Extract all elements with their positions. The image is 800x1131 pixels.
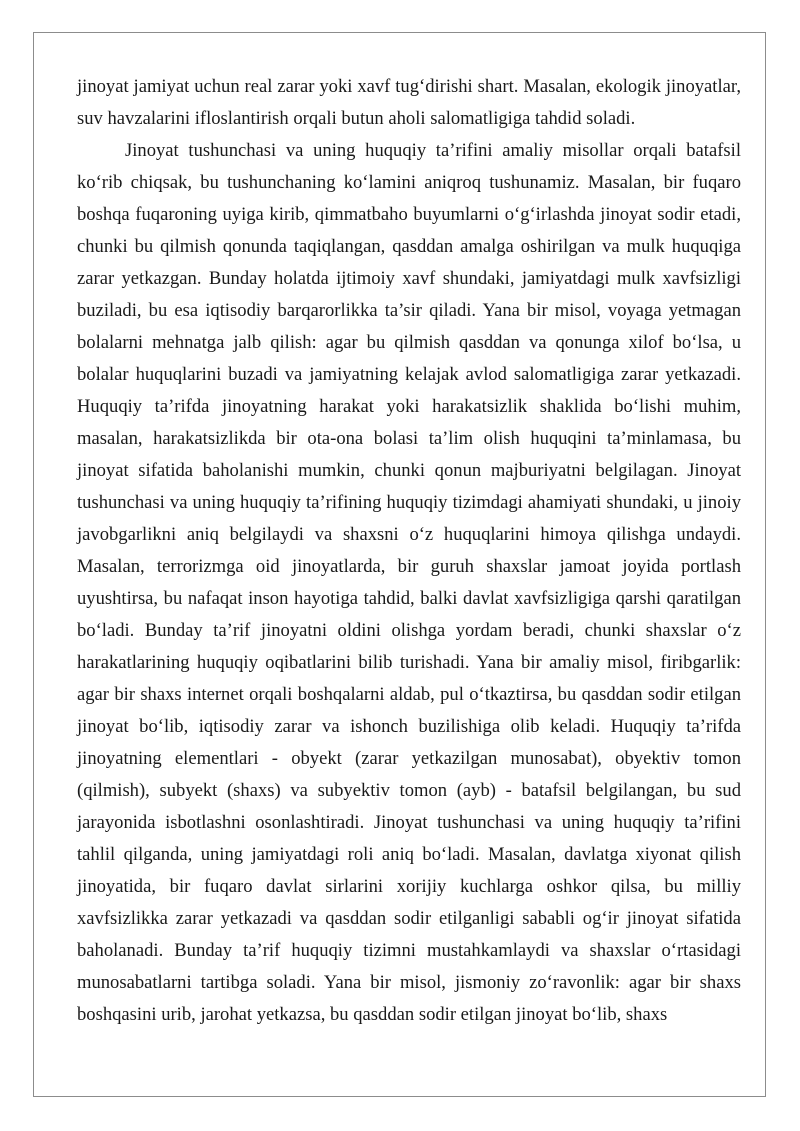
paragraph-continuation: jinoyat jamiyat uchun real zarar yoki xavf tug‘dirishi shart. Masalan, ekologik jinoyatlar, suv havzalarini ifloslantirish orqali butun aholi salomatligiga tahdid soladi.: [77, 76, 741, 129]
document-body: [77, 71, 741, 1031]
paragraph-main: Jinoyat tushunchasi va uning huquqiy ta’rifini amaliy misollar orqali batafsil ko‘rib chiqsak, bu tushunchaning ko‘lamini aniqroq tushunamiz. Masalan, bir fuqaro boshqa fuqaroning uyiga kirib, qimmatbaho buyumlarni o‘g‘irlashda jinoyat sodir etadi, chunki bu qilmish qonunda taqiqlangan, qasddan amalga oshirilgan va mulk huquqiga zarar yetkazgan. Bunday holatda ijtimoiy xavf shundaki, jamiyatdagi mulk xavfsizligi buziladi, bu esa iqtisodiy barqarorlikka ta’sir qiladi. Yana bir misol, voyaga yetmagan bolalarni mehnatga jalb qilish: agar bu qilmish qasddan va qonunga xilof bo‘lsa, u bolalar huquqlarini buzadi va jamiyatning kelajak avlod salomatligiga zarar yetkazadi. Huquqiy ta’rifda jinoyatning harakat yoki harakatsizlik shaklida bo‘lishi muhim, masalan, harakatsizlikda bir ota-ona bolasi ta’lim olish huquqini ta’minlamasa, bu jinoyat sifatida baholanishi mumkin, chunki qonun majburiyatni belgilagan. Jinoyat tushunchasi va uning huquqiy ta’rifining huquqiy tizimdagi ahamiyati shundaki, u jinoiy javobgarlikni aniq belgilaydi va shaxsni o‘z huquqlarini himoya qilishga undaydi. Masalan, terrorizmga oid jinoyatlarda, bir guruh shaxslar jamoat joyida portlash uyushtirsa, bu nafaqat inson hayotiga tahdid, balki davlat xavfsizligiga qarshi qaratilgan bo‘ladi. Bunday ta’rif jinoyatni oldini olishga yordam beradi, chunki shaxslar o‘z harakatlarining huquqiy oqibatlarini bilib turishadi. Yana bir amaliy misol, firibgarlik: agar bir shaxs internet orqali boshqalarni aldab, pul o‘tkaztirsa, bu qasddan sodir etilgan jinoyat bo‘lib, iqtisodiy zarar va ishonch buzilishiga olib keladi. Huquqiy ta’rifda jinoyatning elementlari - obyekt (zarar yetkazilgan munosabat), obyektiv tomon (qilmish), subyekt (shaxs) va subyektiv tomon (ayb) - batafsil belgilangan, bu sud jarayonida isbotlashni osonlashtiradi. Jinoyat tushunchasi va uning huquqiy ta’rifini tahlil qilganda, uning jamiyatdagi roli aniq bo‘ladi. Masalan, davlatga xiyonat qilish jinoyatida, bir fuqaro davlat sirlarini xorijiy kuchlarga oshkor qilsa, bu milliy xavfsizlikka zarar yetkazadi va qasddan sodir etilganligi sababli og‘ir jinoyat sifatida baholanadi. Bunday ta’rif huquqiy tizimni mustahkamlaydi va shaxslar o‘rtasidagi munosabatlarni tartibga soladi. Yana bir misol, jismoniy zo‘ravonlik: agar bir shaxs boshqasini urib, jarohat yetkazsa, bu qasddan sodir etilgan jinoyat bo‘lib, shaxs: [77, 140, 741, 1025]
